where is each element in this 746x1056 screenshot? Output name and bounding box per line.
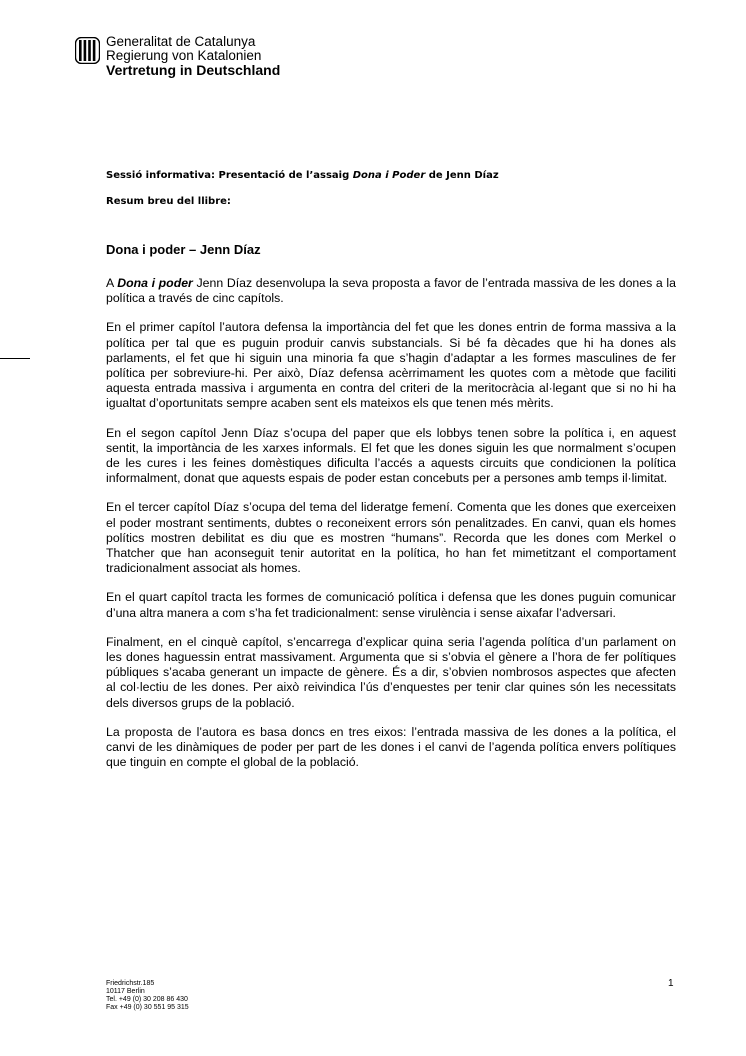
body-paragraph: En el segon capítol Jenn Díaz s’ocupa del paper que els lobbys tenen sobre la política i, en aquest sentit, la importància de les xarxes informals. El fet que les dones siguin les que normalment s’ocupen de les cures i les feines domèstiques dificulta l’accés a aquests circuits que condicionen la política informalment, donat que aquests espais de poder estan concebuts per a persones amb temps il·limitat. (106, 425, 676, 486)
body-paragraph: En el tercer capítol Díaz s’ocupa del tema del lideratge femení. Comenta que les dones que exerceixen el poder mostrant sentiments, dubtes o reconeixent errors són penalitzades. En canvi, quan els homes polítics mostren debilitat es diu que es mostren “humans”. Recorda que les dones com Merkel o Thatcher que han aconseguit tenir autoritat en la política, ho han fet mimetitzant el comportament tradicionalment associat als homes. (106, 500, 676, 576)
session-prefix: Sessió informativa: Presentació de l’assaig (106, 170, 353, 181)
page-number: 1 (668, 978, 674, 989)
footer-address (106, 980, 189, 1012)
session-book-title: Dona i Poder (352, 170, 426, 181)
intro-paragraph: A Dona i poder Jenn Díaz desenvolupa la seva proposta a favor de l’entrada massiva de les dones a la política a través de cinc capítols. (106, 276, 676, 306)
institution-name-catalan: Generalitat de Catalunya (106, 34, 256, 49)
footer-street: Friedrichstr.185 (106, 980, 155, 987)
margin-rule (0, 358, 30, 359)
footer-city: 10117 Berlin (106, 988, 145, 995)
delegation-name: Vertretung in Deutschland (106, 62, 281, 78)
institution-header (106, 35, 280, 77)
document-title: Dona i poder – Jenn Díaz (106, 242, 261, 257)
body-paragraph: La proposta de l’autora es basa doncs en tres eixos: l’entrada massiva de les dones a la política, el canvi de les dinàmiques de poder per part de les dones i el canvi de l’agenda política envers polítiques que tinguin en compte el global de la població. (106, 724, 676, 770)
body-paragraph: Finalment, en el cinquè capítol, s’encarrega d’explicar quina seria l’agenda política d’un parlament on les dones haguessin entrat massivament. Argumenta que si s’obvia el gènere a l’hora de fer polítiques públiques s’acaba generant un impacte de gènere. És a dir, s’obvien nombrosos aspectes que afecten al col·lectiu de les dones. Per això reivindica l’ús d’enquestes per tenir clar quines són les necessitats dels diversos grups de la població. (106, 634, 676, 710)
generalitat-logo-icon (75, 37, 100, 64)
footer-phone: Tel. +49 (0) 30 208 86 430 (106, 996, 188, 1003)
body-paragraph: En el primer capítol l’autora defensa la importància del fet que les dones entrin de forma massiva a la política per tal que es puguin produir canvis substancials. Si bé fa dècades que hi ha dones als parlaments, el fet que hi siguin una minoria fa que s’hagin d’adaptar a les formes masculines de fer política per sobreviure-hi. Per això, Díaz defensa acèrrimament les quotes com a mètode que faciliti aquesta entrada massiva i argumenta en contra del criteri de la meritocràcia al·legant que si no hi ha igualtat d’oportunitats sempre acaben sent els mateixos els que tenen més mèrits. (106, 320, 676, 411)
document-body (106, 276, 676, 784)
institution-name-german: Regierung von Katalonien (106, 48, 262, 63)
footer-fax: Fax +49 (0) 30 551 95 315 (106, 1004, 189, 1011)
body-paragraph: En el quart capítol tracta les formes de comunicació política i defensa que les dones puguin comunicar d’una altra manera a com s’ha fet tradicionalment: sense virulència i sense aixafar l’adversari. (106, 590, 676, 620)
summary-label: Resum breu del llibre: (106, 196, 231, 207)
session-heading (106, 170, 499, 181)
session-suffix: de Jenn Díaz (425, 170, 499, 181)
intro-book-title: Dona i poder (117, 276, 193, 290)
